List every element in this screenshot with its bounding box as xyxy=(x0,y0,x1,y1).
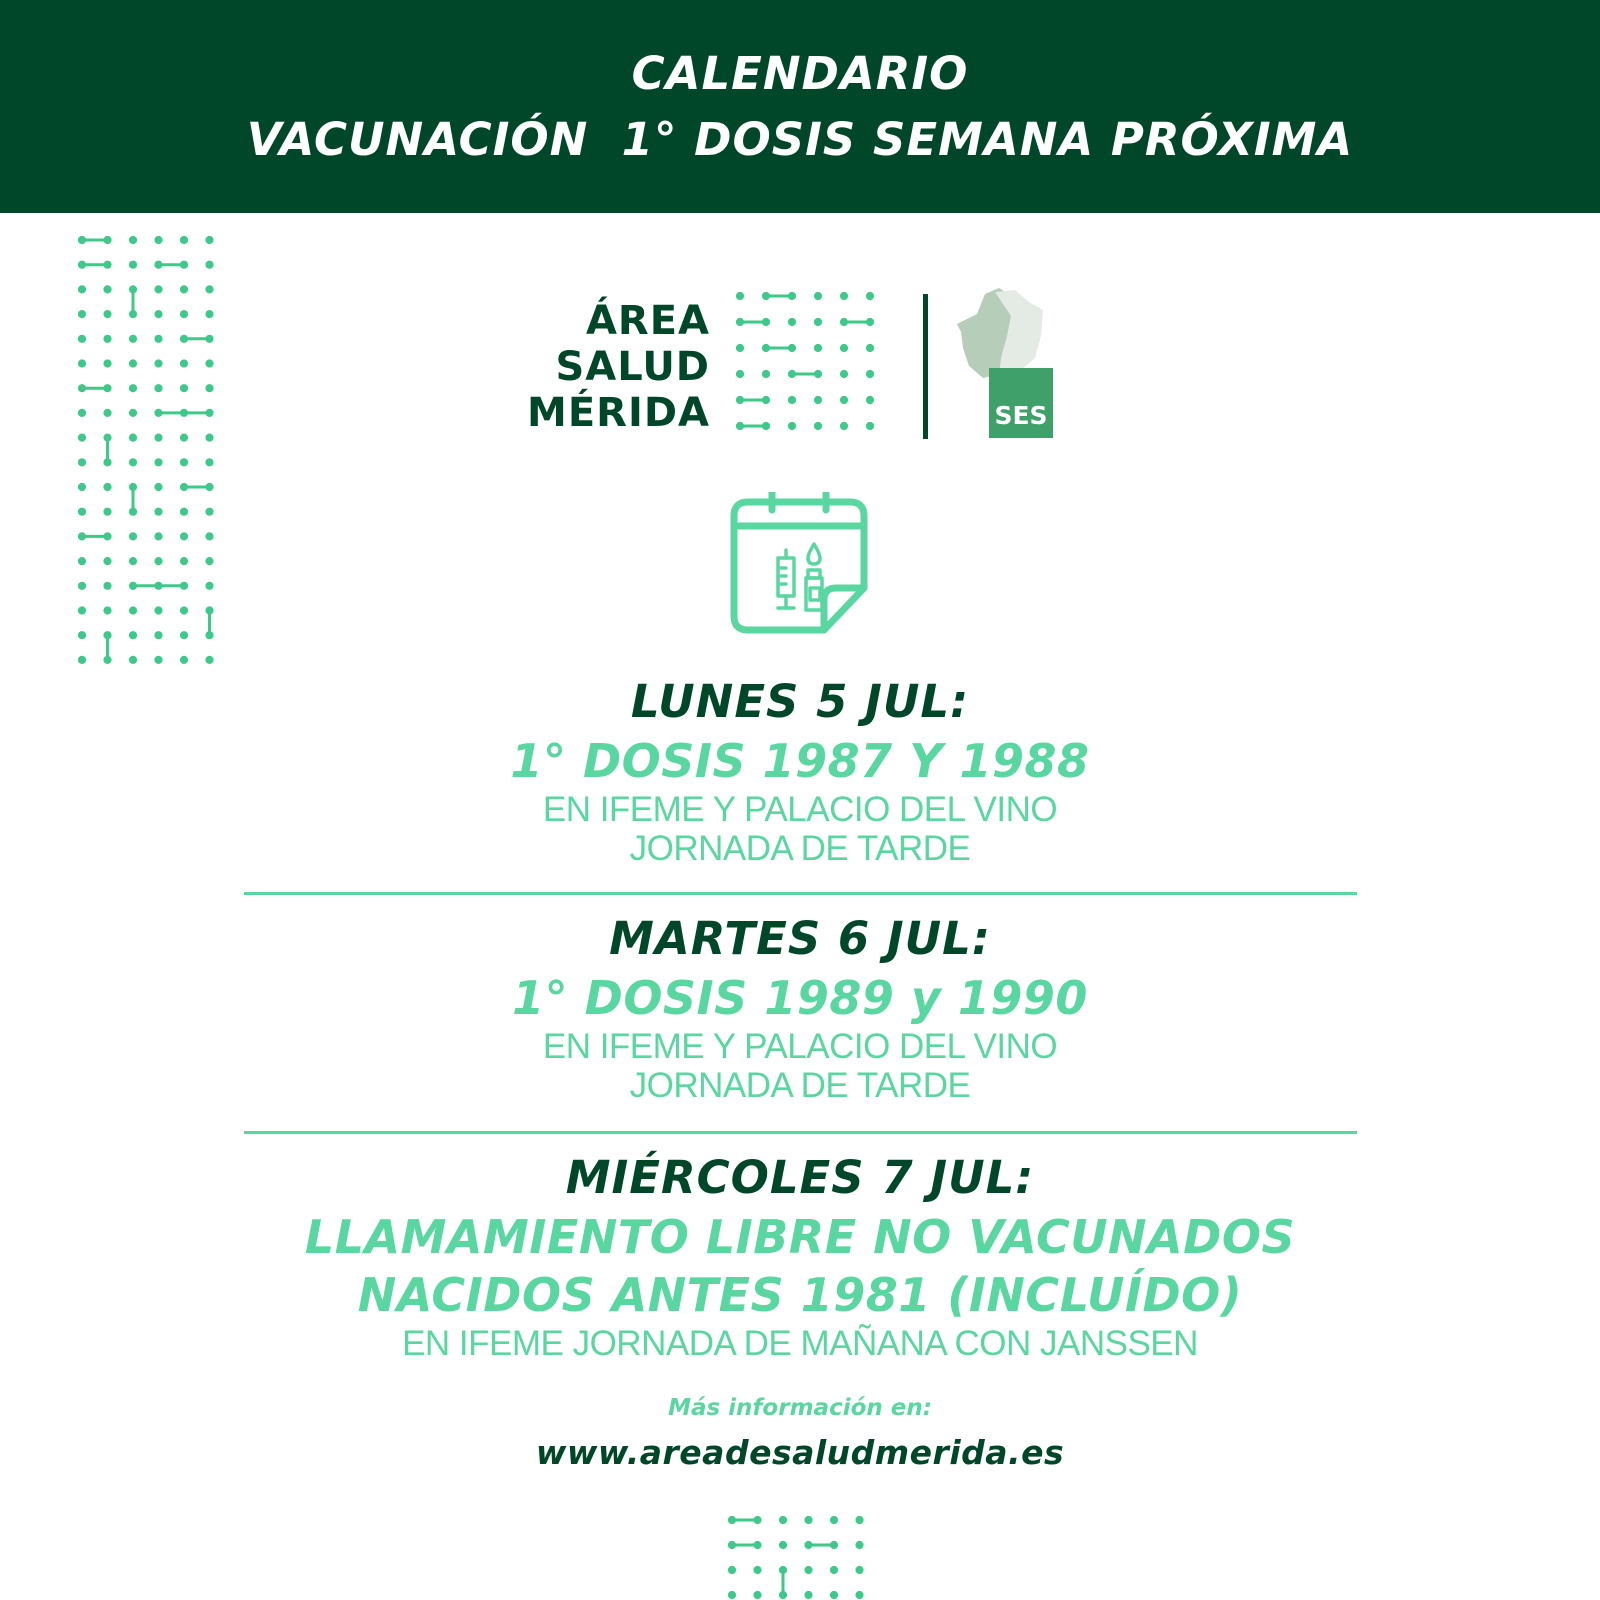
place-text: EN IFEME Y PALACIO DEL VINO xyxy=(542,790,1058,829)
dot xyxy=(181,633,186,638)
dot xyxy=(789,397,794,402)
dot xyxy=(79,460,84,465)
dot xyxy=(729,1592,734,1597)
dot xyxy=(857,1542,862,1547)
dot xyxy=(105,312,110,317)
dot xyxy=(156,287,161,292)
logo-line-salud: SALUD xyxy=(555,344,710,390)
dot xyxy=(737,293,742,298)
dot xyxy=(207,559,212,564)
dot xyxy=(815,423,820,428)
dot xyxy=(130,410,135,415)
dot xyxy=(763,371,768,376)
dot xyxy=(181,509,186,514)
schedule-block-wednesday xyxy=(0,1148,1600,1363)
dot xyxy=(130,237,135,242)
calendar-vaccine-icon xyxy=(728,492,872,638)
dot xyxy=(79,361,84,366)
dot xyxy=(841,423,846,428)
day-title: LUNES 5 JUL: xyxy=(630,675,970,728)
dot xyxy=(79,583,84,588)
dot xyxy=(79,559,84,564)
area-salud-merida-logo xyxy=(500,298,710,436)
dot xyxy=(806,1517,811,1522)
dot xyxy=(755,1567,760,1572)
dot xyxy=(105,509,110,514)
header-banner xyxy=(0,0,1600,213)
dot xyxy=(130,435,135,440)
dot xyxy=(181,657,186,662)
dot xyxy=(105,608,110,613)
dot xyxy=(130,336,135,341)
dot xyxy=(857,1517,862,1522)
dot xyxy=(181,460,186,465)
dot xyxy=(815,319,820,324)
dot xyxy=(79,657,84,662)
dot xyxy=(737,345,742,350)
dot xyxy=(79,336,84,341)
dot xyxy=(841,371,846,376)
dot xyxy=(130,262,135,267)
dot xyxy=(156,386,161,391)
website-link[interactable]: www.areadesaludmerida.es xyxy=(535,1433,1065,1472)
dot xyxy=(780,1517,785,1522)
dot xyxy=(857,1567,862,1572)
dot xyxy=(181,386,186,391)
dot xyxy=(130,633,135,638)
dot xyxy=(156,608,161,613)
dot xyxy=(130,559,135,564)
dot xyxy=(867,293,872,298)
dot xyxy=(181,287,186,292)
dot xyxy=(207,287,212,292)
dot xyxy=(207,237,212,242)
dot xyxy=(79,287,84,292)
dot xyxy=(181,559,186,564)
dot xyxy=(806,1592,811,1597)
dot xyxy=(729,1567,734,1572)
dot xyxy=(207,657,212,662)
dot xyxy=(181,534,186,539)
dot xyxy=(181,608,186,613)
schedule xyxy=(0,672,1600,1475)
dose-text-line2: NACIDOS ANTES 1981 (INCLUÍDO) xyxy=(357,1268,1243,1322)
dot xyxy=(156,361,161,366)
dot xyxy=(130,608,135,613)
dot xyxy=(156,484,161,489)
dot xyxy=(156,237,161,242)
dot xyxy=(105,559,110,564)
dot xyxy=(831,1592,836,1597)
dot xyxy=(181,361,186,366)
logo-line-merida: MÉRIDA xyxy=(527,390,710,436)
dot xyxy=(156,657,161,662)
dot xyxy=(207,509,212,514)
dot xyxy=(867,397,872,402)
dot xyxy=(105,484,110,489)
dose-text: 1° DOSIS 1987 Y 1988 xyxy=(510,734,1090,788)
dot xyxy=(79,435,84,440)
dot xyxy=(181,312,186,317)
dot xyxy=(79,410,84,415)
dot xyxy=(105,287,110,292)
dot xyxy=(867,423,872,428)
dot xyxy=(156,509,161,514)
dot-pattern-left-icon xyxy=(78,236,218,676)
more-info-label: Más información en: xyxy=(668,1395,932,1421)
dot xyxy=(156,460,161,465)
dot xyxy=(841,293,846,298)
ses-label: SES xyxy=(994,401,1048,430)
dose-text: LLAMAMIENTO LIBRE NO VACUNADOS xyxy=(304,1210,1296,1264)
dot xyxy=(130,386,135,391)
dot xyxy=(815,397,820,402)
dot xyxy=(780,1542,785,1547)
dot-pattern-bottom-icon xyxy=(728,1516,868,1600)
schedule-block-tuesday xyxy=(0,909,1600,1105)
place-text: EN IFEME JORNADA DE MAÑANA CON JANSSEN xyxy=(402,1324,1198,1363)
dot xyxy=(156,312,161,317)
dot xyxy=(806,1567,811,1572)
dot xyxy=(105,361,110,366)
shift-text: JORNADA DE TARDE xyxy=(629,829,971,868)
header-title: CALENDARIO xyxy=(631,46,969,100)
dot xyxy=(207,435,212,440)
dot xyxy=(867,371,872,376)
dot xyxy=(130,657,135,662)
place-text: EN IFEME Y PALACIO DEL VINO xyxy=(542,1027,1058,1066)
dot xyxy=(815,293,820,298)
dot xyxy=(737,371,742,376)
dot xyxy=(105,410,110,415)
ses-logo-icon xyxy=(955,288,1065,440)
logo-divider xyxy=(923,294,928,439)
dot xyxy=(789,423,794,428)
dot xyxy=(207,386,212,391)
day-title: MIÉRCOLES 7 JUL: xyxy=(565,1151,1035,1204)
dose-text: 1° DOSIS 1989 y 1990 xyxy=(512,971,1088,1025)
dot xyxy=(207,460,212,465)
dot xyxy=(815,345,820,350)
dot xyxy=(156,534,161,539)
dot xyxy=(105,583,110,588)
dot xyxy=(207,583,212,588)
header-subtitle: VACUNACIÓN 1° DOSIS SEMANA PRÓXIMA xyxy=(246,112,1354,166)
dot xyxy=(207,312,212,317)
dot xyxy=(831,1517,836,1522)
dot xyxy=(156,435,161,440)
dot xyxy=(831,1567,836,1572)
dot xyxy=(867,345,872,350)
dot xyxy=(79,608,84,613)
dot xyxy=(156,633,161,638)
dot-pattern-logo-icon xyxy=(736,292,876,438)
dot xyxy=(130,534,135,539)
dot xyxy=(181,237,186,242)
dot xyxy=(105,336,110,341)
dot xyxy=(857,1592,862,1597)
dot xyxy=(156,559,161,564)
dot xyxy=(79,509,84,514)
dot xyxy=(130,460,135,465)
dot xyxy=(79,312,84,317)
dot xyxy=(156,336,161,341)
dot xyxy=(79,633,84,638)
dot xyxy=(207,361,212,366)
day-title: MARTES 6 JUL: xyxy=(609,912,991,965)
dot xyxy=(789,319,794,324)
dot xyxy=(841,397,846,402)
dot xyxy=(130,361,135,366)
dot xyxy=(181,435,186,440)
dot xyxy=(207,262,212,267)
shift-text: JORNADA DE TARDE xyxy=(629,1066,971,1105)
separator xyxy=(244,892,1357,895)
dot xyxy=(79,484,84,489)
dot xyxy=(841,345,846,350)
dot xyxy=(207,534,212,539)
dot xyxy=(755,1592,760,1597)
schedule-block-monday xyxy=(0,672,1600,868)
separator xyxy=(244,1131,1357,1134)
logo-line-area: ÁREA xyxy=(585,298,710,344)
